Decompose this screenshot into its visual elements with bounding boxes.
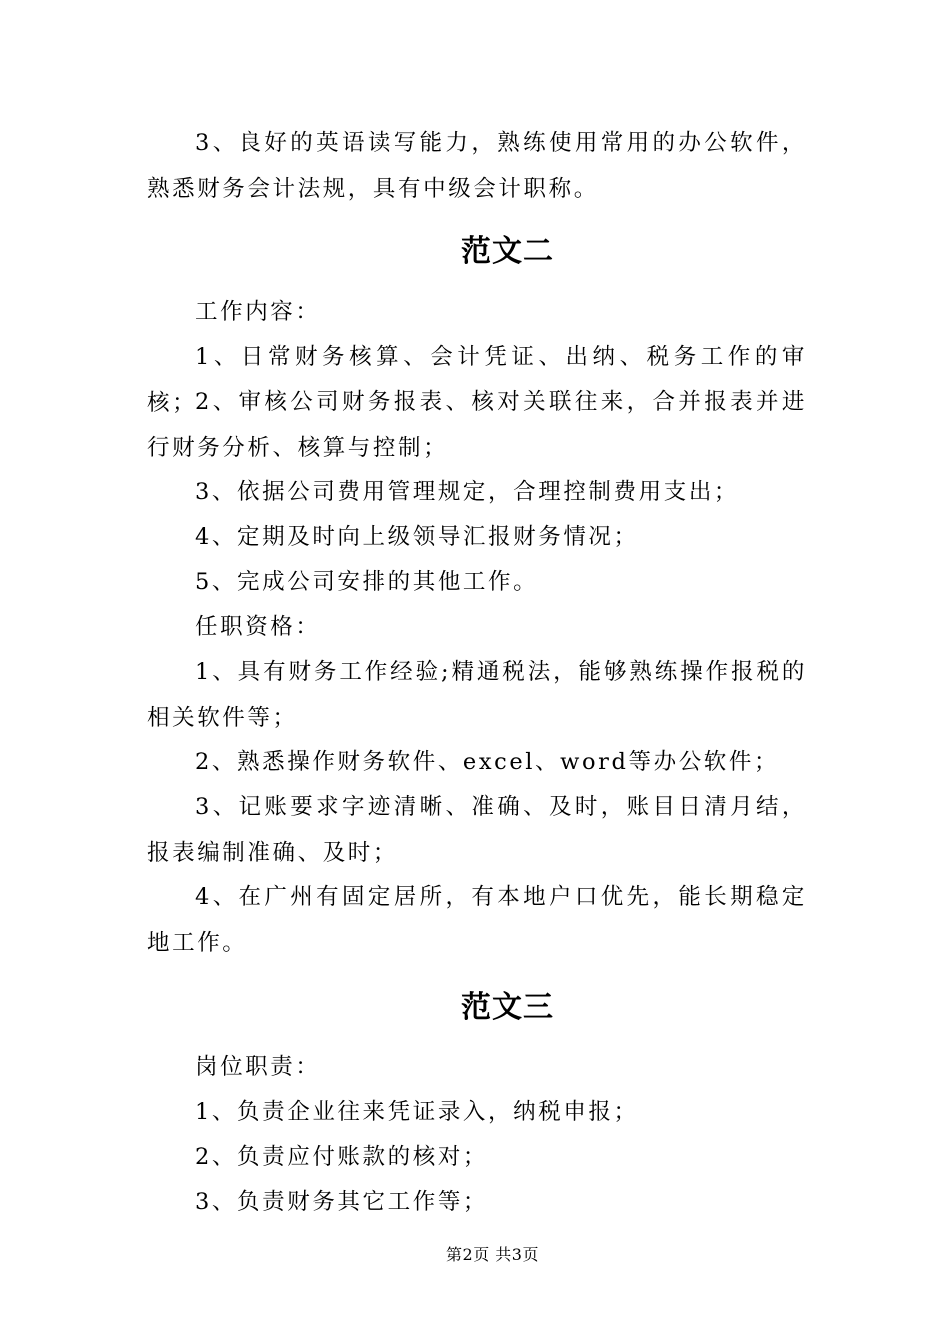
paragraph: 3、依据公司费用管理规定，合理控制费用支出； xyxy=(195,479,740,505)
paragraph: 岗位职责： xyxy=(195,1054,321,1080)
paragraph: 任职资格： xyxy=(195,614,321,640)
paragraph: 4、在广州有固定居所，有本地户口优先，能长期稳定地工作。 xyxy=(147,884,807,956)
paragraph: 3、良好的英语读写能力，熟练使用常用的办公软件，熟悉财务会计法规，具有中级会计职称。 xyxy=(147,130,807,202)
section-heading: 范文三 xyxy=(461,990,554,1025)
paragraph: 1、具有财务工作经验;精通税法，能够熟练操作报税的相关软件等； xyxy=(147,659,807,731)
section-heading: 范文二 xyxy=(461,234,554,269)
paragraph: 1、日常财务核算、会计凭证、出纳、税务工作的审核； xyxy=(147,344,807,416)
paragraph: 1、负责企业往来凭证录入，纳税申报； xyxy=(195,1099,639,1125)
paragraph: 2、负责应付账款的核对； xyxy=(195,1144,489,1170)
paragraph: 3、负责财务其它工作等； xyxy=(195,1189,489,1215)
paragraph: 4、定期及时向上级领导汇报财务情况； xyxy=(195,524,639,550)
paragraph: 3、记账要求字迹清晰、准确、及时，账目日清月结，报表编制准确、及时； xyxy=(147,794,807,866)
paragraph: 工作内容： xyxy=(195,299,321,325)
paragraph: 2、熟悉操作财务软件、excel、word等办公软件； xyxy=(195,749,780,775)
paragraph: 5、完成公司安排的其他工作。 xyxy=(195,569,539,595)
page-footer: 第2页 共3页 xyxy=(446,1245,539,1264)
paragraph: 2、审核公司财务报表、核对关联往来，合并报表并进行财务分析、核算与控制； xyxy=(147,389,807,461)
